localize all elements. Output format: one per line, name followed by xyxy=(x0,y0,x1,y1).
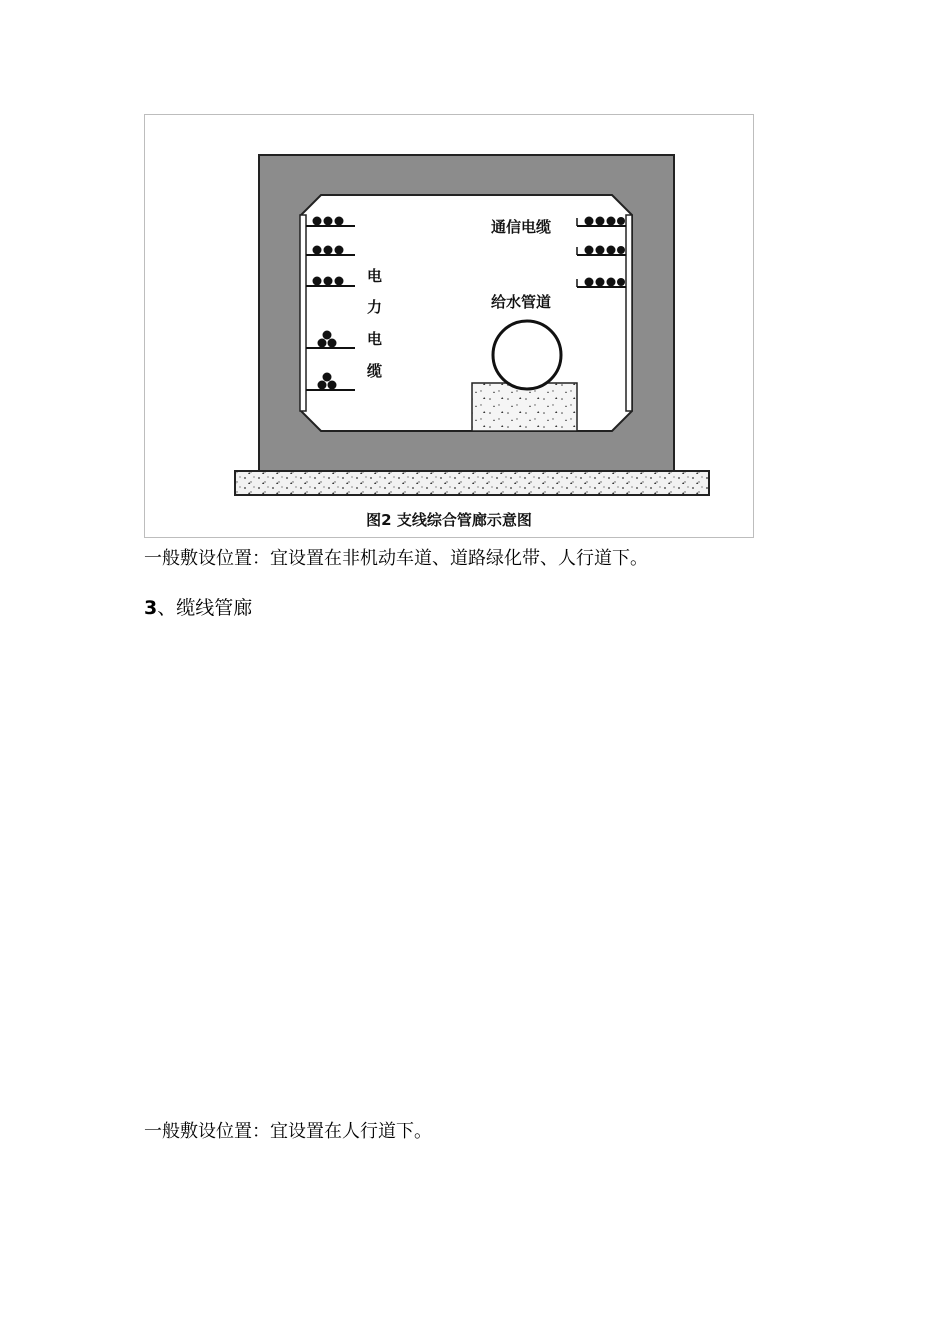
section-title: 缆线管廊 xyxy=(176,597,253,619)
label-power-cable-1: 电 xyxy=(367,267,383,285)
label-water-pipe: 给水管道 xyxy=(491,293,552,311)
label-comm-cable: 通信电缆 xyxy=(491,218,552,236)
right-rail xyxy=(626,215,632,411)
paragraph-location-branch: 一般敷设位置：宜设置在非机动车道、道路绿化带、人行道下。 xyxy=(144,548,648,569)
label-power-cable-4: 缆 xyxy=(367,362,383,380)
figure-frame xyxy=(144,114,754,538)
label-power-cable-2: 力 xyxy=(367,298,383,316)
figure-caption: 图2 支线综合管廊示意图 xyxy=(366,511,532,529)
section-number: 3 xyxy=(144,597,158,619)
label-power-cable-3: 电 xyxy=(367,330,383,348)
tunnel-chamber xyxy=(301,195,632,431)
left-rail xyxy=(300,215,306,411)
base-slab xyxy=(235,471,709,495)
section-separator: 、 xyxy=(157,597,177,619)
utility-tunnel-diagram xyxy=(145,115,753,537)
water-pipe xyxy=(493,321,561,389)
paragraph-location-cable: 一般敷设位置：宜设置在人行道下。 xyxy=(144,1121,432,1142)
section-heading-cable-tunnel xyxy=(144,596,252,620)
